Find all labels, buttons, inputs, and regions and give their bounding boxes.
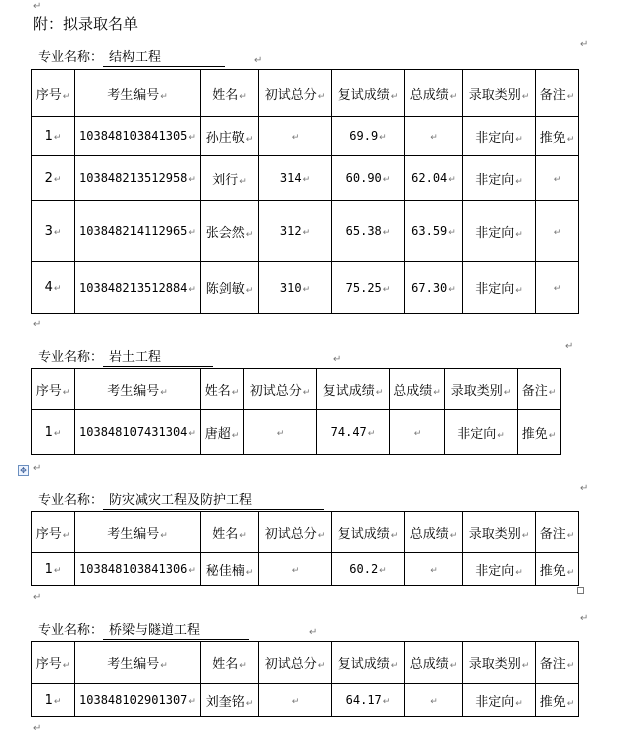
- cell-retest: 60.2↵: [332, 553, 405, 586]
- major-name: 桥梁与隧道工程: [103, 623, 249, 640]
- cell-end-mark: ↵: [239, 176, 247, 187]
- cell-end-mark: ↵: [53, 565, 62, 576]
- cell-end-mark: ↵: [276, 429, 285, 439]
- cell-name: 唐超↵: [201, 410, 244, 455]
- cell-end-mark: ↵: [503, 387, 512, 398]
- header-note: 备注↵: [536, 70, 579, 117]
- cell-end-mark: ↵: [188, 228, 196, 238]
- cell-total: [405, 684, 463, 717]
- cell-category: 非定向↵: [463, 201, 536, 262]
- cell-total: 67.30↵: [405, 262, 463, 314]
- cell-end-mark: ↵: [566, 91, 575, 102]
- major-label-bridge-tunnel: [38, 623, 249, 640]
- cell-id: 103848213512958↵: [75, 156, 201, 201]
- header-initial: 初试总分↵: [259, 512, 332, 553]
- table-row: [32, 553, 579, 586]
- admission-table-structural: [31, 69, 579, 314]
- cell-category: 非定向↵: [445, 410, 518, 455]
- cell-end-mark: ↵: [160, 530, 168, 541]
- cell-end-mark: ↵: [302, 284, 311, 295]
- cell-seq: 1↵: [32, 410, 75, 455]
- cell-id: 103848102901307↵: [75, 684, 201, 717]
- cell-end-mark: ↵: [430, 566, 438, 576]
- table-header-row: [32, 512, 579, 553]
- cell-seq: 1↵: [32, 117, 75, 156]
- table-row: [32, 410, 561, 455]
- cell-end-mark: ↵: [62, 661, 71, 671]
- cell-end-mark: ↵: [291, 566, 300, 576]
- cell-end-mark: ↵: [53, 174, 62, 185]
- cell-end-mark: ↵: [53, 696, 62, 707]
- cell-initial: [259, 684, 332, 717]
- cell-id: 103848103841306↵: [75, 553, 201, 586]
- cell-total: 63.59↵: [405, 201, 463, 262]
- cell-end-mark: ↵: [382, 284, 391, 295]
- paragraph-mark: ↵: [33, 592, 42, 603]
- header-total: 总成绩↵: [405, 70, 463, 117]
- header-retest: 复试成绩↵: [332, 642, 405, 684]
- cell-end-mark: ↵: [548, 430, 557, 441]
- cell-retest: 65.38↵: [332, 201, 405, 262]
- cell-note: 推免↵: [536, 117, 579, 156]
- table-row: [32, 262, 579, 314]
- cell-end-mark: ↵: [231, 387, 240, 398]
- header-id: 考生编号↵: [75, 369, 201, 410]
- cell-end-mark: ↵: [188, 566, 196, 576]
- header-name: 姓名↵: [201, 512, 259, 553]
- header-name: 姓名↵: [201, 70, 259, 117]
- cell-name: 张会然↵: [201, 201, 259, 262]
- cell-end-mark: ↵: [449, 91, 458, 102]
- major-prefix: 专业名称：: [38, 493, 104, 508]
- cell-end-mark: ↵: [379, 566, 387, 576]
- cell-note: [536, 201, 579, 262]
- cell-seq: 2↵: [32, 156, 75, 201]
- header-category: 录取类别↵: [463, 70, 536, 117]
- cell-end-mark: ↵: [390, 530, 399, 541]
- cell-id: 103848213512884↵: [75, 262, 201, 314]
- admission-table-geotechnical: [31, 368, 561, 455]
- table-header-row: [32, 642, 579, 684]
- cell-end-mark: ↵: [239, 661, 247, 671]
- header-category: 录取类别↵: [445, 369, 518, 410]
- cell-seq: 3↵: [32, 201, 75, 262]
- cell-seq: 1↵: [32, 553, 75, 586]
- cell-end-mark: ↵: [62, 387, 71, 398]
- cell-end-mark: ↵: [566, 567, 575, 578]
- cell-note: 推免↵: [518, 410, 561, 455]
- header-seq: 序号↵: [32, 70, 75, 117]
- major-prefix: 专业名称：: [38, 350, 104, 365]
- cell-end-mark: ↵: [497, 430, 505, 441]
- cell-end-mark: ↵: [53, 284, 62, 294]
- cell-end-mark: ↵: [430, 133, 438, 143]
- cell-end-mark: ↵: [53, 227, 62, 238]
- cell-end-mark: ↵: [515, 698, 523, 709]
- cell-note: [536, 262, 579, 314]
- cell-end-mark: ↵: [566, 698, 575, 709]
- cell-category: 非定向↵: [463, 117, 536, 156]
- cell-end-mark: ↵: [382, 697, 391, 707]
- cell-total: [405, 553, 463, 586]
- header-note: 备注↵: [536, 642, 579, 684]
- cell-seq: 1↵: [32, 684, 75, 717]
- cell-end-mark: ↵: [390, 91, 399, 102]
- cell-end-mark: ↵: [245, 286, 254, 296]
- cell-end-mark: ↵: [553, 227, 562, 238]
- cell-end-mark: ↵: [188, 429, 196, 439]
- header-initial: 初试总分↵: [259, 70, 332, 117]
- cell-end-mark: ↵: [448, 228, 456, 238]
- cell-end-mark: ↵: [566, 661, 575, 671]
- cell-end-mark: ↵: [245, 229, 254, 240]
- table-row: [32, 117, 579, 156]
- cell-end-mark: ↵: [302, 387, 311, 398]
- paragraph-mark: ↵: [33, 319, 42, 330]
- header-name: 姓名↵: [201, 369, 244, 410]
- cell-end-mark: ↵: [566, 530, 575, 541]
- paragraph-mark: ↵: [309, 627, 318, 638]
- cell-total: [390, 410, 445, 455]
- table-resize-handle[interactable]: [577, 587, 584, 594]
- cell-end-mark: ↵: [188, 175, 196, 185]
- major-name: 岩土工程: [103, 350, 213, 367]
- cell-initial: 314↵: [259, 156, 332, 201]
- cell-end-mark: ↵: [553, 284, 562, 294]
- cell-end-mark: ↵: [160, 661, 168, 671]
- cell-category: 非定向↵: [463, 156, 536, 201]
- cell-end-mark: ↵: [515, 229, 523, 240]
- cell-end-mark: ↵: [53, 132, 62, 143]
- cell-name: 孙庄敬↵: [201, 117, 259, 156]
- cell-end-mark: ↵: [317, 91, 326, 102]
- paragraph-mark: ↵: [33, 463, 42, 474]
- table-header-row: [32, 70, 579, 117]
- cell-end-mark: ↵: [245, 698, 254, 709]
- header-id: 考生编号↵: [75, 642, 201, 684]
- cell-retest: 64.17↵: [332, 684, 405, 717]
- major-prefix: 专业名称：: [38, 623, 104, 638]
- cell-end-mark: ↵: [433, 387, 441, 398]
- major-label-geotechnical: [38, 350, 213, 367]
- cell-category: 非定向↵: [463, 262, 536, 314]
- header-category: 录取类别↵: [463, 642, 536, 684]
- cell-name: 陈剑敏↵: [201, 262, 259, 314]
- cell-name: 秘佳楠↵: [201, 553, 259, 586]
- cell-end-mark: ↵: [53, 428, 62, 439]
- admission-table-disaster-prevention: [31, 511, 579, 586]
- paragraph-mark: ↵: [580, 483, 589, 494]
- cell-id: 103848107431304↵: [75, 410, 201, 455]
- header-note: 备注↵: [536, 512, 579, 553]
- cell-end-mark: ↵: [245, 134, 254, 145]
- cell-retest: 69.9↵: [332, 117, 405, 156]
- major-prefix: 专业名称：: [38, 50, 104, 65]
- admission-table-bridge-tunnel: [31, 641, 579, 717]
- table-row: [32, 201, 579, 262]
- cell-end-mark: ↵: [160, 387, 168, 398]
- table-row: [32, 684, 579, 717]
- cell-initial: 310↵: [259, 262, 332, 314]
- cell-initial: 312↵: [259, 201, 332, 262]
- header-retest: 复试成绩↵: [332, 512, 405, 553]
- paragraph-mark: ↵: [333, 354, 342, 365]
- cell-end-mark: ↵: [521, 530, 530, 541]
- cell-end-mark: ↵: [449, 530, 458, 541]
- header-total: 总成绩↵: [405, 512, 463, 553]
- cell-note: [536, 156, 579, 201]
- cell-end-mark: ↵: [317, 661, 326, 671]
- cell-end-mark: ↵: [521, 91, 530, 102]
- cell-end-mark: ↵: [317, 530, 326, 541]
- cell-end-mark: ↵: [448, 284, 456, 295]
- paragraph-mark: ↵: [565, 341, 574, 352]
- header-total: 总成绩↵: [405, 642, 463, 684]
- cell-end-mark: ↵: [188, 284, 196, 295]
- cell-end-mark: ↵: [62, 530, 71, 541]
- cell-end-mark: ↵: [302, 175, 311, 185]
- major-name: 防灾减灾工程及防护工程: [103, 493, 324, 510]
- cell-end-mark: ↵: [553, 174, 562, 185]
- cell-retest: 75.25↵: [332, 262, 405, 314]
- cell-end-mark: ↵: [448, 175, 456, 185]
- paragraph-mark: ↵: [33, 723, 42, 734]
- header-initial: 初试总分↵: [259, 642, 332, 684]
- cell-total: 62.04↵: [405, 156, 463, 201]
- cell-end-mark: ↵: [291, 133, 300, 143]
- cell-end-mark: ↵: [413, 429, 422, 439]
- cell-end-mark: ↵: [188, 697, 196, 707]
- cell-end-mark: ↵: [515, 286, 523, 296]
- header-seq: 序号↵: [32, 512, 75, 553]
- cell-initial: [259, 553, 332, 586]
- cell-retest: 74.47↵: [317, 410, 390, 455]
- cell-end-mark: ↵: [548, 387, 557, 398]
- cell-id: 103848103841305↵: [75, 117, 201, 156]
- cell-id: 103848214112965↵: [75, 201, 201, 262]
- major-label-disaster-prevention: [38, 493, 324, 510]
- table-move-handle-icon[interactable]: ✥: [18, 465, 29, 476]
- cell-end-mark: ↵: [382, 228, 391, 238]
- header-note: 备注↵: [518, 369, 561, 410]
- cell-end-mark: ↵: [449, 661, 458, 671]
- header-retest: 复试成绩↵: [317, 369, 390, 410]
- cell-end-mark: ↵: [291, 697, 300, 707]
- cell-end-mark: ↵: [379, 133, 387, 143]
- cell-end-mark: ↵: [62, 91, 71, 102]
- cell-end-mark: ↵: [521, 661, 530, 671]
- cell-end-mark: ↵: [515, 134, 523, 145]
- cell-end-mark: ↵: [515, 176, 523, 187]
- cell-note: 推免↵: [536, 553, 579, 586]
- table-row: [32, 156, 579, 201]
- cell-end-mark: ↵: [188, 133, 196, 143]
- header-retest: 复试成绩↵: [332, 70, 405, 117]
- header-seq: 序号↵: [32, 642, 75, 684]
- major-name: 结构工程: [103, 50, 225, 67]
- major-label-structural: [38, 50, 225, 67]
- cell-end-mark: ↵: [515, 567, 523, 578]
- cell-initial: [244, 410, 317, 455]
- cell-initial: [259, 117, 332, 156]
- cell-end-mark: ↵: [382, 175, 391, 185]
- cell-note: 推免↵: [536, 684, 579, 717]
- header-id: 考生编号↵: [75, 512, 201, 553]
- paragraph-mark: ↵: [33, 1, 42, 12]
- cell-seq: 4↵: [32, 262, 75, 314]
- page-title: 附：拟录取名单: [33, 15, 139, 33]
- cell-end-mark: ↵: [231, 430, 240, 441]
- cell-end-mark: ↵: [430, 697, 438, 707]
- paragraph-mark: ↵: [580, 613, 589, 624]
- header-seq: 序号↵: [32, 369, 75, 410]
- table-header-row: [32, 369, 561, 410]
- cell-name: 刘行↵: [201, 156, 259, 201]
- header-id: 考生编号↵: [75, 70, 201, 117]
- cell-end-mark: ↵: [239, 91, 247, 102]
- cell-end-mark: ↵: [245, 567, 254, 578]
- cell-name: 刘奎铭↵: [201, 684, 259, 717]
- cell-category: 非定向↵: [463, 553, 536, 586]
- cell-retest: 60.90↵: [332, 156, 405, 201]
- header-category: 录取类别↵: [463, 512, 536, 553]
- cell-end-mark: ↵: [566, 134, 575, 145]
- cell-end-mark: ↵: [239, 530, 247, 541]
- cell-end-mark: ↵: [367, 429, 376, 439]
- paragraph-mark: ↵: [580, 39, 589, 50]
- cell-end-mark: ↵: [302, 228, 311, 238]
- cell-end-mark: ↵: [375, 387, 384, 398]
- cell-total: [405, 117, 463, 156]
- paragraph-mark: ↵: [254, 55, 263, 66]
- cell-end-mark: ↵: [390, 661, 399, 671]
- header-total: 总成绩↵: [390, 369, 445, 410]
- header-name: 姓名↵: [201, 642, 259, 684]
- header-initial: 初试总分↵: [244, 369, 317, 410]
- cell-category: 非定向↵: [463, 684, 536, 717]
- cell-end-mark: ↵: [160, 91, 168, 102]
